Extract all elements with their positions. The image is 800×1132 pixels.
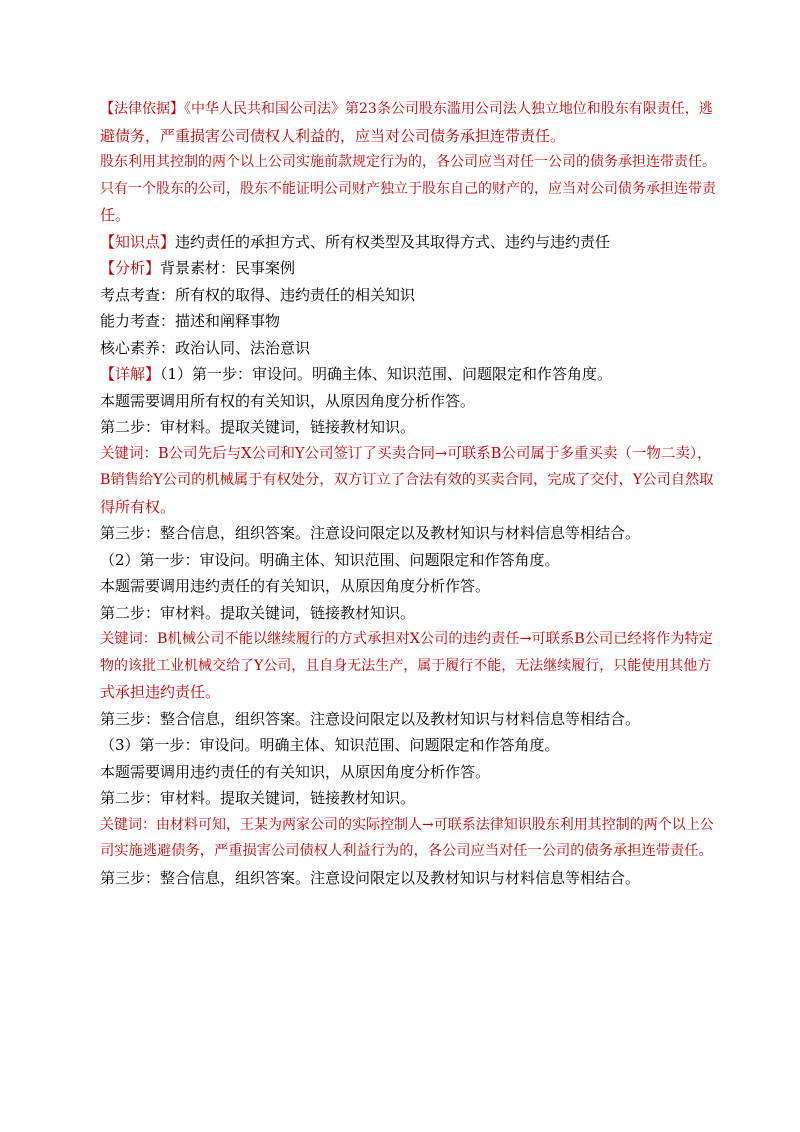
detail-q3-step3: 第三步：整合信息，组织答案。注意设问限定以及教材知识与材料信息等相结合。 <box>100 868 641 887</box>
detail-q2-keywords-line-1: 关键词：B机械公司不能以继续履行的方式承担对X公司的违约责任→可联系B公司已经将作为特定 <box>100 631 714 647</box>
detail-q1-step3: 第三步：整合信息，组织答案。注意设问限定以及教材知识与材料信息等相结合。 <box>100 524 641 542</box>
detail-q2-need: 本题需要调用违约责任的有关知识，从原因角度分析作答。 <box>100 577 491 595</box>
analysis-text: 背景素材：民事案例 <box>160 259 296 277</box>
legal-basis-paragraph-2: 股东利用其控制的两个以上公司实施前款规定行为的，各公司应当对任一公司的债务承担连带责任。 <box>100 154 716 170</box>
detail-q3-keywords-line-1: 关键词：由材料可知，王某为两家公司的实际控制人→可联系法律知识股东利用其控制的两个以上公 <box>100 816 714 833</box>
detail-q2-keywords-line-3: 式承担违约责任。 <box>100 683 221 701</box>
detail-q3-step2: 第二步：审材料。提取关键词，链接教材知识。 <box>100 789 416 807</box>
answer-analysis-text <box>100 96 720 891</box>
legal-basis-line-2: 避债务，严重损害公司债权人利益的，应当对公司债务承担连带责任。 <box>100 126 566 145</box>
legal-basis-line-1: 【法律依据】《中华人民共和国公司法》第23条公司股东滥用公司法人独立地位和股东有限责任，逃 <box>100 101 713 117</box>
detail-q1-step1-text: （1）第一步：审设问。明确主体、知识范围、问题限定和作答角度。 <box>160 365 613 383</box>
detail-q1-step1 <box>100 361 720 388</box>
detail-q2-step2: 第二步：审材料。提取关键词，链接教材知识。 <box>100 603 416 622</box>
detail-q1-step2: 第二步：审材料。提取关键词，链接教材知识。 <box>100 418 416 436</box>
ability-assessment: 能力考查：描述和阐释事物 <box>100 312 281 330</box>
detail-q2-keywords-line-2: 物的该批工业机械交给了Y公司，且自身无法生产，属于履行不能，无法继续履行，只能使用其他方 <box>100 657 712 674</box>
core-literacy: 核心素养：政治认同、法治意识 <box>100 338 311 357</box>
knowledge-point <box>100 229 720 256</box>
exam-focus: 考点考查：所有权的取得、违约责任的相关知识 <box>100 285 416 304</box>
detail-q1-keywords-line-2: B销售给Y公司的机械属于有权处分，双方订立了合法有效的买卖合同，完成了交付，Y公司自然取 <box>100 472 714 488</box>
analysis <box>100 255 720 282</box>
knowledge-point-label: 【知识点】 <box>100 232 176 251</box>
detail-q1-keywords-line-3: 得所有权。 <box>100 497 176 516</box>
detail-q3-keywords-line-2: 司实施逃避债务，严重损害公司债权人利益行为的，各公司应当对任一公司的债务承担连带责任。 <box>100 843 713 859</box>
legal-basis-line-4: 任。 <box>100 206 131 224</box>
detail-q2-step3: 第三步：整合信息，组织答案。注意设问限定以及教材知识与材料信息等相结合。 <box>100 709 641 728</box>
detail-label: 【详解】 <box>100 365 161 383</box>
knowledge-point-text: 违约责任的承担方式、所有权类型及其取得方式、违约与违约责任 <box>175 232 611 251</box>
detail-q2-step1: （2）第一步：审设问。明确主体、知识范围、问题限定和作答角度。 <box>100 550 560 569</box>
detail-q1-keywords-line-1: 关键词：B公司先后与X公司和Y公司签订了买卖合同→可联系B公司属于多重买卖（一物二卖）， <box>100 445 712 462</box>
detail-q3-step1: （3）第一步：审设问。明确主体、知识范围、问题限定和作答角度。 <box>100 736 560 754</box>
analysis-label: 【分析】 <box>100 259 161 277</box>
detail-q1-need: 本题需要调用所有权的有关知识，从原因角度分析作答。 <box>100 391 476 410</box>
detail-q3-need: 本题需要调用违约责任的有关知识，从原因角度分析作答。 <box>100 762 491 781</box>
legal-basis-line-3: 只有一个股东的公司，股东不能证明公司财产独立于股东自己的财产的，应当对公司债务承担连带责 <box>100 180 716 197</box>
